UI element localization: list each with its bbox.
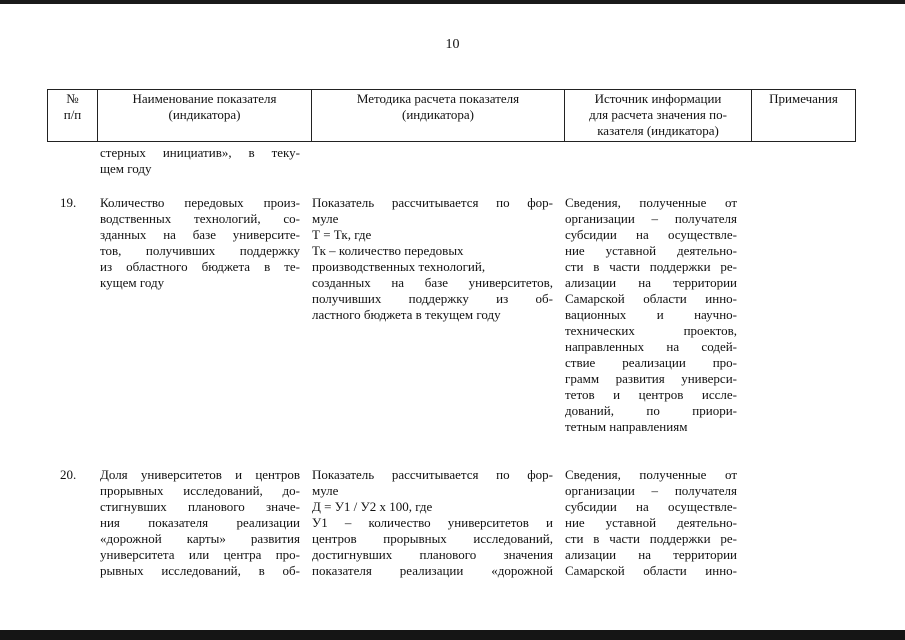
cell-line: производственных технологий, — [312, 259, 486, 274]
header-line: Источник информации — [594, 91, 722, 106]
cell-line: получивших поддержку из об- — [312, 291, 553, 306]
header-line: казателя (индикатора) — [597, 123, 719, 138]
cell-line: Показатель рассчитывается по фор- — [312, 467, 553, 482]
cell-line: направленных на содей- — [565, 339, 737, 354]
header-line: Примечания — [769, 91, 838, 106]
cell-line: тетным направлениям — [565, 419, 688, 434]
top-border-bar — [0, 0, 905, 4]
cell-line: ализации на территории — [565, 547, 737, 562]
row-number: 19. — [60, 195, 77, 210]
cell-line: тов, получивших поддержку — [100, 243, 300, 258]
header-indicator-name — [98, 90, 312, 142]
cell-line: показателя реализации «дорожной — [312, 563, 553, 578]
row-number: 20. — [60, 467, 77, 482]
cell-line: тетов и центров иссле- — [565, 387, 737, 402]
cell-line: субсидии на осуществле- — [565, 227, 737, 242]
cell-line: водственных технологий, со- — [100, 211, 300, 226]
page-number: 10 — [445, 37, 460, 52]
cell-line: организации – получателя — [565, 211, 737, 226]
cell-line: сти в части поддержки ре- — [565, 259, 737, 274]
header-line: для расчета значения по- — [589, 107, 727, 122]
cell-line: ния показателя реализации — [100, 515, 300, 530]
formula: Т = Тк, где — [312, 227, 372, 242]
header-line: Методика расчета показателя — [356, 91, 520, 106]
cell-line: университета или центра про- — [100, 547, 300, 562]
cell-line: Сведения, полученные от — [565, 195, 737, 210]
cell-line: стигнувших планового значе- — [100, 499, 300, 514]
cell-line: ализации на территории — [565, 275, 737, 290]
cell-line: технических проектов, — [565, 323, 737, 338]
cell-line: прорывных исследований, до- — [100, 483, 300, 498]
cell-line: Самарской области инно- — [565, 563, 737, 578]
row20-source-cell — [565, 467, 737, 579]
header-method — [312, 90, 565, 142]
cell-line: Тк – количество передовых — [312, 243, 464, 258]
row20-method-cell — [312, 467, 553, 579]
cell-line: ствие реализации про- — [565, 355, 737, 370]
cell-line: сти в части поддержки ре- — [565, 531, 737, 546]
cell-line: вационных и научно- — [565, 307, 737, 322]
row19-source-cell — [565, 195, 737, 435]
cell-line: ние уставной деятельно- — [565, 515, 737, 530]
cell-line: созданных на базе университетов, — [312, 275, 553, 290]
bottom-border-bar — [0, 630, 905, 640]
cell-line: грамм развития универси- — [565, 371, 737, 386]
cell-line: У1 – количество университетов и — [312, 515, 553, 530]
cell-line: дований, по приори- — [565, 403, 737, 418]
header-line: (индикатора) — [168, 107, 241, 122]
cell-line: муле — [312, 211, 339, 226]
cell-line: кущем году — [100, 275, 165, 290]
cell-line: ластного бюджета в текущем году — [312, 307, 501, 322]
formula: Д = У1 / У2 х 100, где — [312, 499, 433, 514]
cell-line: муле — [312, 483, 339, 498]
cell-line: рывных исследований, в об- — [100, 563, 300, 578]
cell-line: организации – получателя — [565, 483, 737, 498]
cell-line: достигнувших планового значения — [312, 547, 553, 562]
cell-line: центров прорывных исследований, — [312, 531, 553, 546]
cell-line: субсидии на осуществле- — [565, 499, 737, 514]
cell-line: Количество передовых произ- — [100, 195, 300, 210]
table-header — [47, 89, 856, 142]
cell-line: Сведения, полученные от — [565, 467, 737, 482]
header-line: п/п — [63, 107, 82, 122]
continuation-name-cell — [100, 145, 300, 177]
row19-name-cell — [100, 195, 300, 291]
row19-method-cell — [312, 195, 553, 323]
header-notes — [752, 90, 856, 142]
header-line: (индикатора) — [402, 107, 474, 122]
header-line: Наименование показателя — [132, 91, 277, 106]
header-source — [565, 90, 752, 142]
cell-line: «дорожной карты» развития — [100, 531, 300, 546]
cell-line: Доля университетов и центров — [100, 467, 300, 482]
cell-line: ние уставной деятельно- — [565, 243, 737, 258]
cell-line: зданных на базе университе- — [100, 227, 300, 242]
cell-line: Самарской области инно- — [565, 291, 737, 306]
cell-line: щем году — [100, 161, 152, 176]
header-number — [48, 90, 98, 142]
cell-line: из областного бюджета в те- — [100, 259, 300, 274]
row20-name-cell — [100, 467, 300, 579]
cell-line: стерных инициатив», в теку- — [100, 145, 300, 160]
header-line: № — [66, 91, 79, 106]
cell-line: Показатель рассчитывается по фор- — [312, 195, 553, 210]
